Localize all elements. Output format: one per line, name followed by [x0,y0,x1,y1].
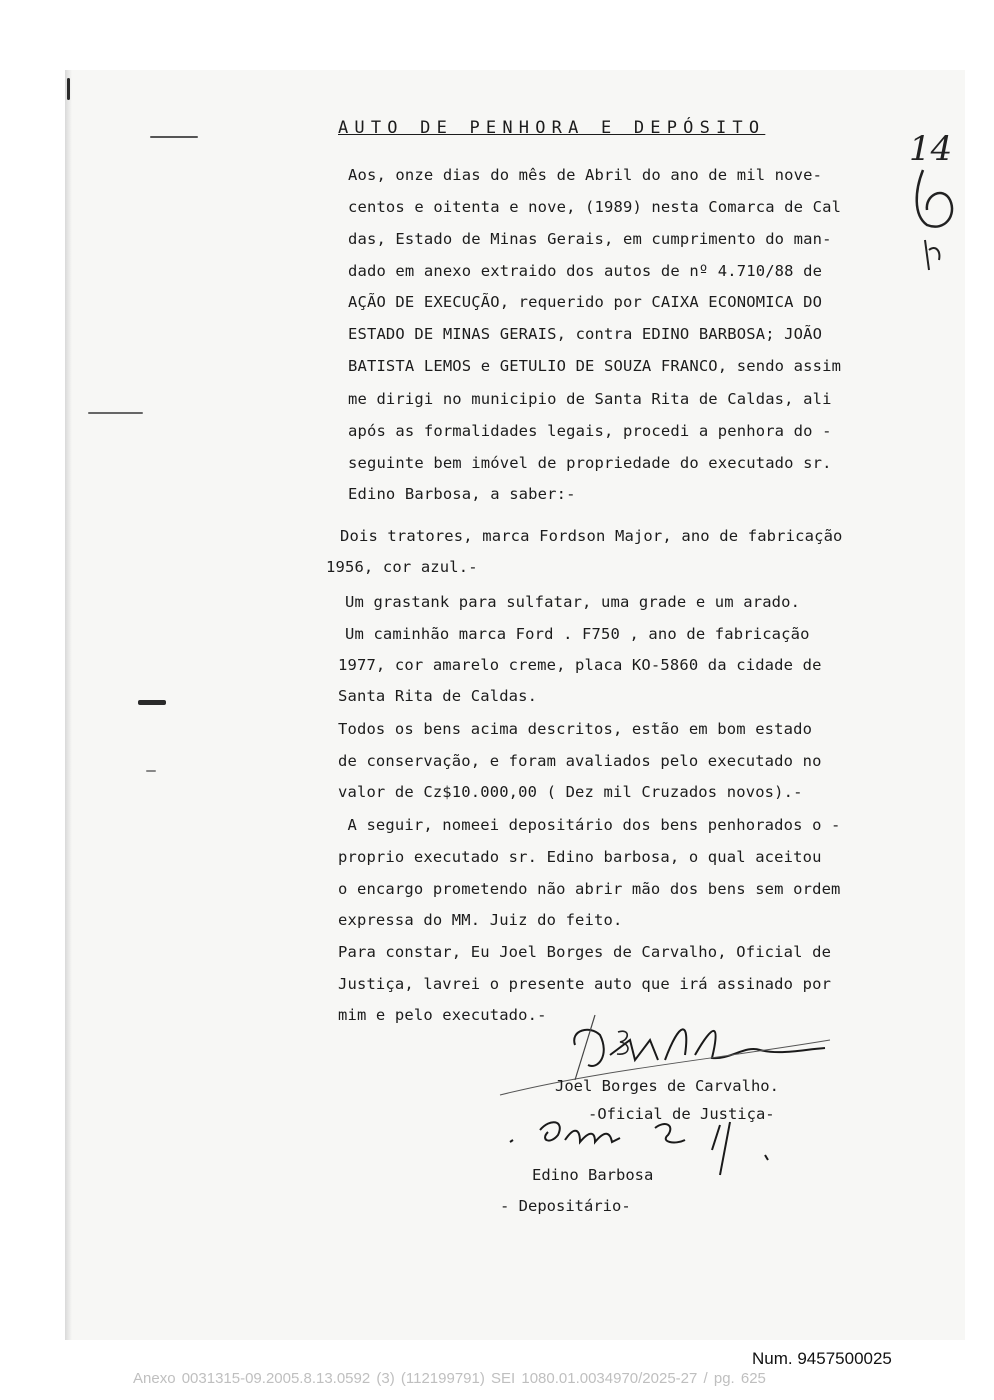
body-line: Um grastank para sulfatar, uma grade e um arado. [345,593,801,611]
scan-mark [67,78,70,100]
body-line: 1956, cor azul.- [326,558,478,576]
body-line: me dirigi no municipio de Santa Rita de Caldas, ali [348,390,832,408]
body-line: de conservação, e foram avaliados pelo executado no [338,752,822,770]
scan-mark [150,136,198,138]
body-line: Para constar, Eu Joel Borges de Carvalho, Oficial de [338,943,832,961]
body-line: Edino Barbosa, a saber:- [348,485,576,503]
body-line: ESTADO DE MINAS GERAIS, contra EDINO BARBOSA; JOÃO [348,325,823,343]
body-line: dado em anexo extraido dos autos de nº 4.710/88 de [348,262,823,280]
page-edge-shadow [65,70,72,1340]
signatures-drawing [480,1000,860,1190]
handwritten-page-number [905,120,975,280]
officer-signature [574,1029,825,1066]
officer-role: -Oficial de Justiça- [588,1105,775,1123]
body-line: após as formalidades legais, procedi a penhora do - [348,422,832,440]
body-line: expressa do MM. Juiz do feito. [338,911,623,929]
body-line: centos e oitenta e nove, (1989) nesta Comarca de Cal [348,198,842,216]
body-line: valor de Cz$10.000,00 ( Dez mil Cruzados novos).- [338,783,803,801]
document-title: AUTO DE PENHORA E DEPÓSITO [338,118,766,138]
body-line: A seguir, nomeei depositário dos bens penhorados o - [338,816,841,834]
body-line: Santa Rita de Caldas. [338,687,538,705]
body-line: Dois tratores, marca Fordson Major, ano de fabricação [340,527,843,545]
body-line: Todos os bens acima descritos, estão em bom estado [338,720,813,738]
depositary-role: - Depositário- [500,1197,631,1215]
body-line: o encargo prometendo não abrir mão dos bens sem ordem [338,880,841,898]
footer-metadata: Anexo 0031315-09.2005.8.13.0592 (3) (112199791) SEI 1080.01.0034970/2025-27 / pg. 625 [133,1370,766,1387]
svg-text:14: 14 [909,129,953,169]
body-line: Um caminhão marca Ford . F750 , ano de fabricação [345,625,810,643]
scan-mark [138,700,166,705]
scan-mark [88,412,143,414]
body-line: Aos, onze dias do mês de Abril do ano de mil nove- [348,166,823,184]
document-number: Num. 9457500025 [752,1349,892,1368]
body-line: BATISTA LEMOS e GETULIO DE SOUZA FRANCO, sendo assim [348,357,842,375]
officer-name: Joel Borges de Carvalho. [555,1077,779,1095]
scan-mark [146,770,156,772]
body-line: seguinte bem imóvel de propriedade do executado sr. [348,454,832,472]
body-line: Justiça, lavrei o presente auto que irá assinado por [338,975,832,993]
body-line: 1977, cor amarelo creme, placa KO-5860 da cidade de [338,656,822,674]
depositary-name: Edino Barbosa [532,1166,654,1184]
body-line: das, Estado de Minas Gerais, em cumprimento do man- [348,230,832,248]
body-line: proprio executado sr. Edino barbosa, o qual aceitou [338,848,822,866]
body-line: AÇÃO DE EXECUÇÃO, requerido por CAIXA ECONOMICA DO [348,293,823,311]
body-line: mim e pelo executado.- [338,1006,547,1024]
